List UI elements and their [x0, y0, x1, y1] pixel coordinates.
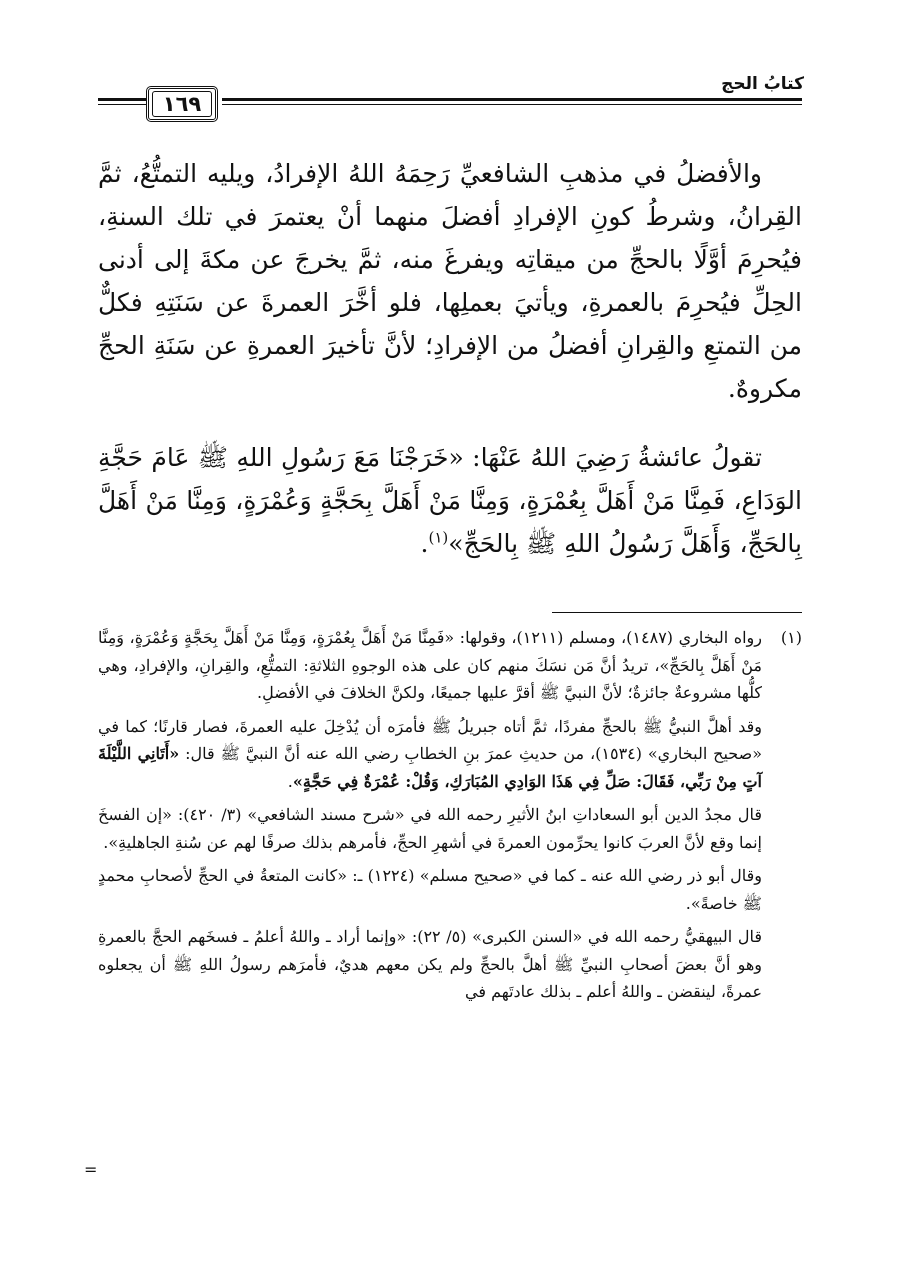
footnote-1-paragraph-2-end: . — [287, 771, 293, 791]
main-paragraph-2-end: . — [420, 529, 429, 558]
header-rule-bottom-right — [222, 104, 802, 105]
footnote-1-paragraph-3 — [98, 801, 802, 856]
footnote-separator — [552, 612, 802, 613]
hadith-quote: «أَتَانِي اللَّيْلَةَ آتٍ مِنْ رَبِّي، فَقَالَ: صَلِّ فِي هَذَا الوَادِي المُبَارَكِ، وَقُلْ: عُمْرَةٌ فِي حَجَّةٍ» — [98, 744, 762, 791]
footnotes-section — [98, 624, 802, 1012]
footnote-1-paragraph-2 — [98, 713, 802, 796]
footnote-reference[interactable]: (١) — [428, 528, 449, 547]
main-paragraph-1 — [98, 152, 802, 410]
footnote-1-paragraph-3-text: قال مجدُ الدين أبو السعاداتِ ابنُ الأثيرِ رحمه الله في «شرح مسند الشافعي» (٣/ ٤٢٠): «إن الفسخَ إنما وقع لأنَّ العربَ كانوا يحرِّمون العمرةَ في أشهرِ الحجِّ، فأمرهم بذلك صرفًا لهم عن سُنةِ الجاهليةِ». — [98, 805, 762, 852]
main-paragraph-2-text: تقولُ عائشةُ رَضِيَ اللهُ عَنْهَا: «خَرَجْنَا مَعَ رَسُولِ اللهِ ﷺ عَامَ حَجَّةِ الوَدَاعِ، فَمِنَّا مَنْ أَهَلَّ بِعُمْرَةٍ، وَمِنَّا مَنْ أَهَلَّ بِحَجَّةٍ وَعُمْرَةٍ، وَمِنَّا مَنْ أَهَلَّ بِالحَجِّ، وَأَهَلَّ رَسُولُ اللهِ ﷺ بِالحَجِّ» — [98, 443, 802, 558]
main-paragraph-2 — [98, 436, 802, 565]
footnote-1-paragraph-5-text: قال البيهقيُّ رحمه الله في «السنن الكبرى» (٥/ ٢٢): «وإنما أراد ـ واللهُ أعلمُ ـ فسخَهم الحجَّ بالعمرةِ وهو أنَّ بعضَ أصحابِ النبيِّ ﷺ أهلَّ بالحجِّ ولم يكن معهم هديٌ، فأمرَهم رسولُ اللهِ ﷺ أن يجعلوه عمرةً، لينقضن ـ واللهُ أعلم ـ بذلك عادتَهم في — [98, 927, 762, 1001]
footnote-1-paragraph-4 — [98, 862, 802, 917]
page-number-frame — [146, 86, 218, 122]
header-rule-top-left — [98, 98, 146, 101]
footnote-1-number: (١) — [780, 628, 803, 647]
header-rule-bottom-left — [98, 104, 146, 105]
page-number: ١٦٩ — [152, 91, 212, 117]
footnote-1-paragraph-1 — [98, 624, 802, 707]
footnote-1-paragraph-2-text: وقد أهلَّ النبيُّ ﷺ بالحجِّ مفردًا، ثمَّ أتاه جبريلُ ﷺ فأمرَه أن يُدْخِلَ عليه العمرةَ، فصار قارنًا؛ كما في «صحيح البخاري» (١٥٣٤)، من حديثِ عمرَ بنِ الخطابِ رضي الله عنه أنَّ النبيَّ ﷺ قال: — [98, 716, 762, 763]
main-paragraph-1-text: والأفضلُ في مذهبِ الشافعيِّ رَحِمَهُ اللهُ الإفرادُ، ويليه التمتُّعُ، ثمَّ القِرانُ، وشرطُ كونِ الإفرادِ أفضلَ منهما أنْ يعتمرَ في تلك السنةِ، فيُحرِمَ أوَّلًا بالحجِّ من ميقاتِه ويفرغَ منه، ثمَّ يخرجَ عن مكةَ إلى أدنى الحِلِّ فيُحرِمَ بالعمرةِ، ويأتيَ بعملِها، فلو أخَّرَ العمرةَ عن سَنَتِهِ فكلٌّ من التمتعِ والقِرانِ أفضلُ من الإفرادِ؛ لأنَّ تأخيرَ العمرةِ عن سَنَةِ الحجِّ مكروهٌ. — [98, 159, 802, 403]
running-header-title: كتابُ الحج — [721, 74, 804, 94]
continuation-mark: = — [84, 1160, 98, 1179]
footnote-1-paragraph-4-text: وقال أبو ذر رضي الله عنه ـ كما في «صحيح مسلم» (١٢٢٤) ـ: «كانت المتعةُ في الحجِّ لأصحابِ محمدٍ ﷺ خاصةً». — [98, 866, 763, 913]
footnote-1-paragraph-5 — [98, 923, 802, 1006]
footnote-1-paragraph-1-text: رواه البخاري (١٤٨٧)، ومسلم (١٢١١)، وقولها: «فَمِنَّا مَنْ أَهَلَّ بِعُمْرَةٍ، وَمِنَّا مَنْ أَهَلَّ بِحَجَّةٍ وَعُمْرَةٍ، وَمِنَّا مَنْ أَهَلَّ بِالحَجِّ»، تريدُ أنَّ مَن نسَكَ منهم كان على هذه الوجوهِ الثلاثةِ: التمتُّعِ، والقِرانِ، والإفرادِ، وهي كلُّها مشروعةٌ جائزةٌ؛ لأنَّ النبيَّ ﷺ أقرَّ عليها جميعًا، ولكنَّ الخلافَ في الأفضلِ. — [98, 628, 763, 702]
header-rule-top-right — [222, 98, 802, 101]
